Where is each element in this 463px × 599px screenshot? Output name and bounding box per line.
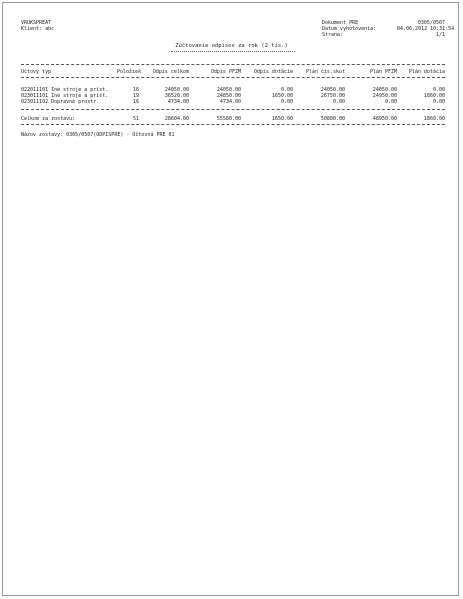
row-plan-subsidy: 0.00 (432, 99, 445, 105)
row-depr-pfzm: 24850.00 (216, 93, 241, 99)
table-row (21, 99, 445, 105)
row-type: 023011102 Dopravné prostr. (21, 99, 100, 105)
table-top-rule (21, 64, 445, 65)
header-date-value: 04.06.2012 10:31:54 (397, 26, 455, 32)
row-plan-pfzm: 0.00 (384, 99, 397, 105)
total-plan-subsidy: 1860.00 (423, 116, 445, 122)
table-bottom-rule (21, 124, 445, 125)
row-plan-pfzm: 24050.00 (372, 87, 397, 93)
total-plan-net: 50800.00 (320, 116, 345, 122)
table-total-row (21, 116, 445, 122)
col-header-plan-pfzm: Plán PFZM (369, 69, 397, 75)
header-right (397, 20, 455, 38)
title-underline (171, 51, 295, 52)
col-header-count: Položiek (117, 69, 142, 75)
row-plan-subsidy: 1860.00 (423, 93, 445, 99)
row-plan-net: 0.00 (332, 99, 345, 105)
header-doc-number: 0305/0507 (417, 20, 445, 26)
row-depr-subsidy: 1650.00 (271, 93, 293, 99)
row-depr-subsidy: 0.00 (280, 87, 293, 93)
header-date-label: Datum vyhotovenia: (322, 26, 377, 32)
header-middle (322, 20, 376, 38)
row-depr-pfzm: 4734.00 (219, 99, 241, 105)
total-depr-subsidy: 1650.00 (271, 116, 293, 122)
row-count: 19 (132, 93, 139, 99)
report-footer-note: Názov zostavy: 0305/0507(ODPISPRE) - Účtovná PRE 01 (21, 132, 175, 138)
total-plan-pfzm: 48950.00 (372, 116, 397, 122)
table-header-row (21, 69, 445, 75)
row-count: 16 (132, 87, 139, 93)
col-header-depr-pfzm: Odpis PFZM (210, 69, 241, 75)
total-depr-total: 28604.00 (164, 116, 189, 122)
row-plan-subsidy: 0.00 (432, 87, 445, 93)
col-header-depr-subsidy: Odpis dotácie (253, 69, 293, 75)
col-header-depr-total: Odpis celkom (152, 69, 189, 75)
header-company: VRUKSPREAT (21, 20, 52, 26)
report-page (2, 2, 459, 596)
row-depr-total: 36520.00 (164, 93, 189, 99)
col-header-plan-net: Plán čis.skut (305, 69, 345, 75)
row-type: 023011101 Iné stroje a príst. (21, 93, 109, 99)
row-plan-pfzm: 24950.00 (372, 93, 397, 99)
header-page-value: 1/1 (435, 32, 445, 38)
col-header-plan-subsidy: Plán dotácia (408, 69, 445, 75)
table-total-rule (21, 109, 445, 110)
header-left (21, 20, 54, 32)
total-count: 51 (132, 116, 139, 122)
total-depr-pfzm: 55580.00 (216, 116, 241, 122)
row-plan-net: 24050.00 (320, 87, 345, 93)
row-plan-net: 26750.00 (320, 93, 345, 99)
row-depr-total: 4734.00 (167, 99, 189, 105)
row-depr-pfzm: 24050.00 (216, 87, 241, 93)
col-header-type: Účtový typ (21, 69, 52, 75)
table-header-rule (21, 77, 445, 78)
row-depr-subsidy: 0.00 (280, 99, 293, 105)
report-title: Zúčtovanie odpisov za rok (2 tis.) (175, 43, 288, 49)
row-depr-total: 24050.00 (164, 87, 189, 93)
header-client: Klient: abc (21, 26, 55, 32)
total-label: Celkom za zostavu: (21, 116, 76, 122)
row-type: 022011101 Iné stroje a príst. (21, 87, 109, 93)
header-doc-label: Dokument PRE (322, 20, 359, 26)
row-count: 16 (132, 99, 139, 105)
header-page-label: Strana: (322, 32, 344, 38)
